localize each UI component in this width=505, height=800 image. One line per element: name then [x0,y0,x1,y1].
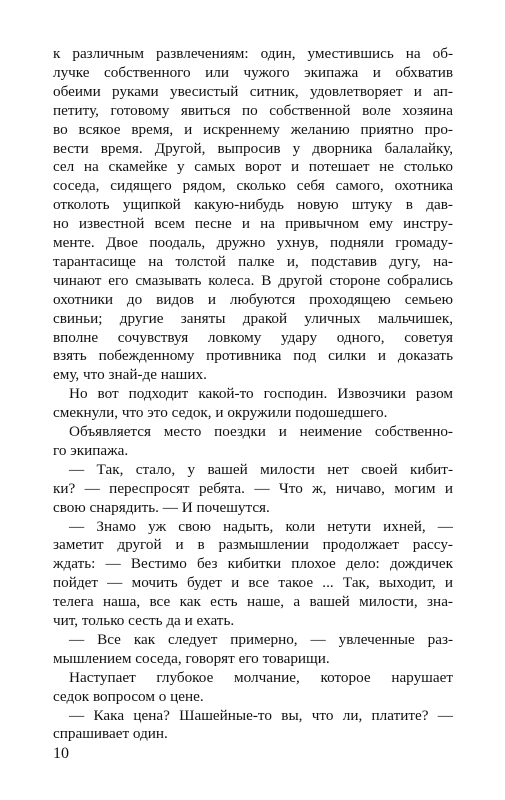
text-line: Объявляется место поездки и неимение собственно- [69,423,453,440]
text-line: к различным развлечениям: один, уместившись на об- [53,45,453,62]
text-line: вполне сочувствуя ловкому удару одного, советуя [53,328,453,346]
text-line: спрашивает один. [53,725,168,743]
text-line: — Так, стало, у вашей милости нет своей кибит- [69,460,453,478]
text-line: взять побежденному противника под силки и доказать [53,347,453,365]
text-line: смекнули, что это седок, и окружили подошедшего. [53,404,388,422]
text-line: — Кака цена? Шашейные-то вы, что ли, платите? — [69,706,453,724]
text-line: чинают его смазывать колеса. В другой стороне собрались [53,271,453,289]
text-line: свиньи; другие заняты дракой уличных мальчишек, [53,309,453,327]
text-line: лучке собственного или чужого экипажа и обхватив [53,63,453,81]
text-line: седок вопросом о цене. [53,687,204,705]
text-line: Наступает глубокое молчание, которое нарушает [69,668,453,686]
text-line: во всякое время, и искреннему желанию приятно про- [53,120,453,138]
text-line: чит, только сесть да и ехать. [53,612,235,629]
text-line: мышлением соседа, говорят его товарищи. [53,649,330,667]
text-line: Но вот подходит какой-то господин. Извозчики разом [69,385,453,403]
text-line: но известной всем песне и на привычном ему инстру- [53,215,453,233]
text-line: охотники до видов и любуются проходящею семьею [53,290,453,308]
text-line: отколоть ущипкой какую-нибудь новую штуку в дав- [53,196,453,214]
text-line: соседа, сидящего рядом, сколько себя самого, охотника [53,177,453,195]
text-line: свою снарядить. — И почешутся. [53,498,270,516]
text-line: ждать: — Вестимо без кибитки плохое дело: дождичек [53,555,453,573]
text-line: петиту, готовому явиться по собственной воле хозяина [53,101,453,119]
text-line: ему, что знай-де наших. [53,366,207,384]
text-line: сел на скамейке у самых ворот и потешает не столько [53,158,453,176]
text-line: менте. Двое поодаль, дружно ухнув, подняли громаду- [53,234,453,251]
text-line: — Все как следует примерно, — увлеченные раз- [69,630,453,648]
page-number: 10 [53,745,69,762]
text-line: — Знамо уж свою надыть, коли нетути ихней, — [69,517,453,535]
text-line: тарантасище на толстой палке и, подставив дугу, на- [53,252,453,270]
text-line: обеими руками увесистый ситник, удовлетворяет и ап- [53,82,453,100]
text-line: заметит другой и в размышлении продолжает рассу- [53,536,453,554]
page-body [53,45,453,785]
text-line: вести время. Другой, выпросив у дворника балалайку, [53,139,453,157]
text-line: го экипажа. [53,441,129,459]
text-line: телега наша, все как есть наше, а вашей милости, зна- [53,593,453,611]
text-line: пойдет — мочить будет и все такое ... Так, выходит, и [53,574,453,592]
text-line: ки? — переспросят ребята. — Что ж, ничаво, могим и [53,479,453,497]
